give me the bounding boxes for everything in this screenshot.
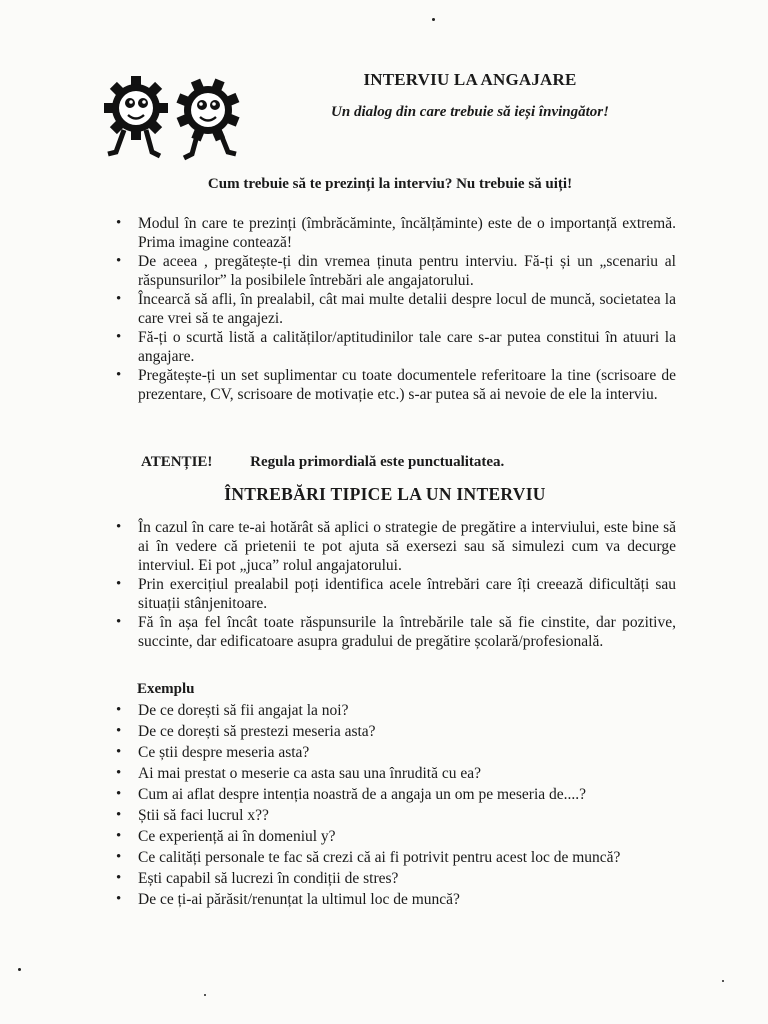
example-label: Exemplu xyxy=(137,681,195,697)
scan-speck xyxy=(722,980,724,982)
list-item: • În cazul în care te-ai hotărât să aplici o strategie de pregătire a interviului, este bine să ai în vedere că prietenii te pot ajuta să exersezi sau să simulezi cum va decurge interviul. Ei pot „juca” rolul angajatorului. xyxy=(110,518,676,575)
page-title: INTERVIU LA ANGAJARE xyxy=(363,70,577,89)
list-item: • Știi să faci lucrul x?? xyxy=(110,806,676,825)
list-item: • Ce experiență ai în domeniul y? xyxy=(110,827,676,846)
list-item: • Ce calități personale te fac să crezi că ai fi potrivit pentru acest loc de muncă? xyxy=(110,848,676,867)
page-subtitle: Un dialog din care trebuie să ieși învingător! xyxy=(331,104,609,120)
list-item: • Cum ai aflat despre intenția noastră de a angaja un om pe meseria de....? xyxy=(110,785,676,804)
list-item: • Ești capabil să lucrezi în condiții de stres? xyxy=(110,869,676,888)
list-item: • Prin exercițiul prealabil poți identifica acele întrebări care îți creează dificultăți sau situații stânjenitoare. xyxy=(110,575,676,613)
list-item: • Ai mai prestat o meserie ca asta sau una înrudită cu ea? xyxy=(110,764,676,783)
attention-text: Regula primordială este punctualitatea. xyxy=(250,454,505,470)
intro-list xyxy=(110,214,676,404)
intro-question: Cum trebuie să te prezinți la interviu? Nu trebuie să uiți! xyxy=(207,176,573,192)
list-item: • Fă în așa fel încât toate răspunsurile la întrebările tale să fie cinstite, dar pozitive, succinte, dar edificatoare asupra gradului de pregătire școlară/profesională. xyxy=(110,613,676,651)
list-item: • De ce ți-ai părăsit/renunțat la ultimul loc de muncă? xyxy=(110,890,676,909)
scan-speck xyxy=(18,968,21,971)
advice-list xyxy=(110,518,676,651)
list-item: • Modul în care te prezinți (îmbrăcăminte, încălțăminte) este de o importanță extremă. Prima imagine contează! xyxy=(110,214,676,252)
list-item: • De ce dorești să fii angajat la noi? xyxy=(110,701,676,720)
attention-label: ATENȚIE! xyxy=(141,454,213,470)
scan-speck xyxy=(204,994,206,996)
list-item: • Încearcă să afli, în prealabil, cât mai multe detalii despre locul de muncă, societatea la care vrei să te angajezi. xyxy=(110,290,676,328)
list-item: • De aceea , pregătește-ți din vremea ținuta pentru interviu. Fă-ți și un „scenariu al răspunsurilor” la posibilele întrebări ale angajatorului. xyxy=(110,252,676,290)
list-item: • Pregătește-ți un set suplimentar cu toate documentele referitoare la tine (scrisoare de prezentare, CV, scrisoare de motivație etc.) s-ar putea să ai nevoie de ele la interviu. xyxy=(110,366,676,404)
attention-note xyxy=(141,454,504,471)
list-item: • De ce dorești să prestezi meseria asta? xyxy=(110,722,676,741)
list-item: • Ce știi despre meseria asta? xyxy=(110,743,676,762)
scan-speck xyxy=(432,18,435,21)
section-title: ÎNTREBĂRI TIPICE LA UN INTERVIU xyxy=(224,484,546,504)
question-list xyxy=(110,701,676,911)
list-item: • Fă-ți o scurtă listă a calităților/aptitudinilor tale care s-ar putea constitui în atuuri la angajare. xyxy=(110,328,676,366)
two-gear-characters-icon xyxy=(96,68,256,162)
